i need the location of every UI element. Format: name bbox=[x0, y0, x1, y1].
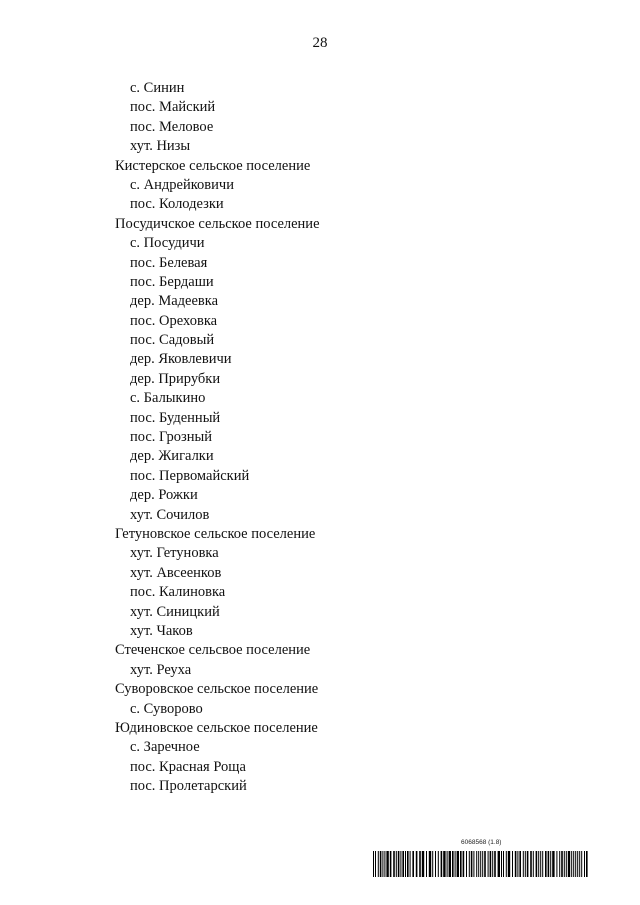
municipality-heading: Стеченское сельсвое поселение bbox=[115, 642, 311, 659]
settlement-entry: с. Суворово bbox=[130, 700, 203, 717]
settlement-entry: пос. Меловое bbox=[130, 118, 214, 135]
settlement-entry: пос. Калиновка bbox=[130, 584, 226, 601]
settlement-entry: дер. Жигалки bbox=[130, 448, 214, 465]
settlement-entry: пос. Буденный bbox=[130, 409, 221, 426]
settlement-entry: дер. Прирубки bbox=[130, 370, 221, 387]
municipality-heading: Кистерское сельское поселение bbox=[115, 157, 311, 174]
settlement-list bbox=[115, 79, 535, 796]
barcode-label: 6068568 (1.8) bbox=[461, 839, 502, 846]
settlement-entry: дер. Яковлевичи bbox=[130, 351, 232, 368]
settlement-entry: хут. Гетуновка bbox=[130, 545, 219, 562]
settlement-entry: с. Заречное bbox=[130, 739, 200, 756]
settlement-entry: с. Посудичи bbox=[130, 235, 205, 252]
settlement-entry: пос. Бердаши bbox=[130, 273, 214, 290]
settlement-entry: хут. Низы bbox=[130, 138, 191, 155]
barcode-icon bbox=[373, 851, 590, 877]
settlement-entry: хут. Сочилов bbox=[130, 506, 210, 523]
settlement-entry: с. Андрейковичи bbox=[130, 176, 234, 193]
page-number: 28 bbox=[312, 35, 328, 51]
settlement-entry: пос. Белевая bbox=[130, 254, 208, 271]
municipality-heading: Посудичское сельское поселение bbox=[115, 215, 320, 232]
settlement-entry: пос. Первомайский bbox=[130, 467, 250, 484]
settlement-entry: хут. Синицкий bbox=[130, 603, 220, 620]
settlement-entry: пос. Пролетарский bbox=[130, 778, 247, 795]
settlement-entry: дер. Рожки bbox=[130, 487, 198, 504]
document-barcode bbox=[373, 839, 590, 881]
settlement-entry: пос. Грозный bbox=[130, 429, 213, 446]
settlement-entry: пос. Красная Роща bbox=[130, 758, 246, 775]
municipality-heading: Юдиновское сельское поселение bbox=[115, 719, 318, 736]
settlement-entry: с. Синин bbox=[130, 80, 185, 96]
settlement-entry: хут. Реуха bbox=[130, 661, 192, 678]
settlement-entry: пос. Колодезки bbox=[130, 196, 224, 213]
settlement-entry: с. Балыкино bbox=[130, 390, 206, 407]
municipality-heading: Суворовское сельское поселение bbox=[115, 681, 319, 698]
settlement-entry: пос. Майский bbox=[130, 99, 216, 116]
settlement-entry: пос. Ореховка bbox=[130, 312, 218, 329]
settlement-entry: дер. Мадеевка bbox=[130, 293, 218, 310]
municipality-heading: Гетуновское сельское поселение bbox=[115, 525, 316, 542]
settlement-entry: хут. Авсеенков bbox=[130, 564, 222, 581]
settlement-entry: пос. Садовый bbox=[130, 332, 215, 349]
settlement-entry: хут. Чаков bbox=[130, 622, 193, 639]
